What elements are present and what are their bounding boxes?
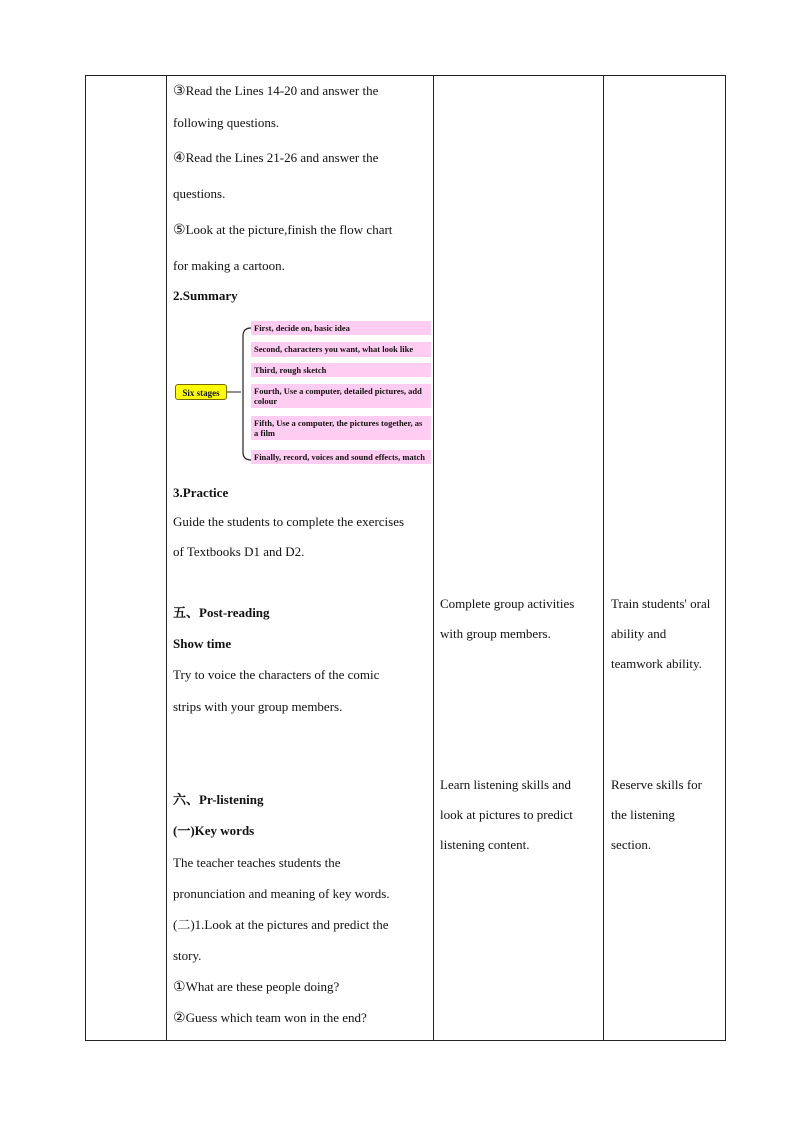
step-3-cont: following questions. <box>173 115 280 130</box>
step-5: ⑤Look at the picture,finish the flow chart <box>173 222 393 238</box>
student-activity-2-cont: look at pictures to predict <box>440 807 573 822</box>
key-words-heading: (一)Key words <box>173 823 255 838</box>
step-4-cont: questions. <box>173 186 226 201</box>
student-activity-1: Complete group activities <box>440 596 575 611</box>
circled-number-3: ③ <box>173 83 186 99</box>
stage-4: Fourth, Use a computer, detailed pictures, add colour <box>251 384 431 408</box>
show-time-text-cont: strips with your group members. <box>173 699 343 714</box>
circled-number-1: ① <box>173 979 186 995</box>
column-divider <box>166 76 167 1040</box>
practice-heading: 3.Practice <box>173 485 229 500</box>
stage-2: Second, characters you want, what look like <box>251 342 431 357</box>
question-1: ①What are these people doing? <box>173 979 340 995</box>
design-intent-1: Train students' oral <box>611 596 711 611</box>
six-stages-diagram <box>175 318 433 466</box>
key-words-text: The teacher teaches students the <box>173 855 341 870</box>
practice-text: Guide the students to complete the exercises <box>173 514 405 529</box>
circled-number-4: ④ <box>173 150 186 166</box>
column-divider <box>433 76 434 1040</box>
step-5-cont: for making a cartoon. <box>173 258 285 273</box>
question-2: ②Guess which team won in the end? <box>173 1010 367 1026</box>
step-3: ③Read the Lines 14-20 and answer the <box>173 83 379 99</box>
practice-text-cont: of Textbooks D1 and D2. <box>173 544 305 559</box>
post-reading-heading: 五、Post-reading <box>173 605 270 620</box>
student-activity-2-end: listening content. <box>440 837 530 852</box>
show-time-heading: Show time <box>173 636 232 651</box>
design-intent-2-cont: the listening <box>611 807 675 822</box>
stage-6: Finally, record, voices and sound effects, match <box>251 450 431 464</box>
predict-line: (二)1.Look at the pictures and predict the <box>173 917 389 932</box>
circled-number-5: ⑤ <box>173 222 186 238</box>
summary-heading: 2.Summary <box>173 288 238 303</box>
predict-line-cont: story. <box>173 948 202 963</box>
stage-3: Third, rough sketch <box>251 363 431 377</box>
diagram-center-label: Six stages <box>175 384 227 400</box>
key-words-text-cont: pronunciation and meaning of key words. <box>173 886 390 901</box>
student-activity-2: Learn listening skills and <box>440 777 572 792</box>
stage-5: Fifth, Use a computer, the pictures together, as a film <box>251 416 431 440</box>
stage-1: First, decide on, basic idea <box>251 321 431 335</box>
show-time-text: Try to voice the characters of the comic <box>173 667 380 682</box>
step-4: ④Read the Lines 21-26 and answer the <box>173 150 379 166</box>
design-intent-2: Reserve skills for <box>611 777 702 792</box>
pre-listening-heading: 六、Pr-listening <box>173 792 264 807</box>
circled-number-2: ② <box>173 1010 186 1026</box>
student-activity-1-cont: with group members. <box>440 626 551 641</box>
column-divider <box>603 76 604 1040</box>
design-intent-2-end: section. <box>611 837 652 852</box>
design-intent-1-cont: ability and <box>611 626 667 641</box>
design-intent-1-end: teamwork ability. <box>611 656 702 671</box>
